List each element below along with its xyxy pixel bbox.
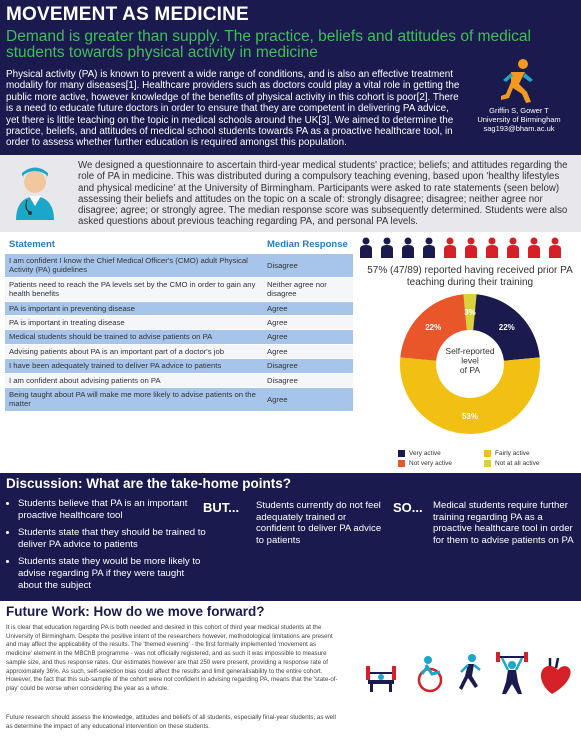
person-icon (360, 238, 372, 259)
table-cell-statement: I am confident about advising patients on PA (9, 375, 161, 385)
author-block (463, 106, 575, 133)
person-icon (381, 238, 393, 259)
so-connector: SO... (393, 500, 423, 515)
donut-slice-label: 22% (425, 323, 442, 333)
legend-item (484, 460, 564, 467)
weightlifter-icon (496, 652, 528, 694)
poster-subtitle: Demand is greater than supply. The practice, beliefs and attitudes of medical students towards physical activity in medicine (6, 28, 531, 61)
legend-swatch (398, 450, 405, 457)
table-row (5, 330, 353, 344)
person-icon (528, 238, 540, 259)
methods-paragraph: We designed a questionnaire to ascertain third-year medical students' practice; beliefs; and attitudes regarding the role of PA in medicine. This was distributed during a compulsory teaching evening, based upon 'healthy lifestyles and physical medicine' at the University of Birmingham. Participants were asked to rate statements (seen below) assessing their beliefs and attitudes on the topic on a scale of: strongly disagree; disagree; neither agree nor disagree; agree; or strongly agree. The median response score was subsequently determined. Students were also asked questions about previous teaching regarding PA, and personal PA levels. (78, 160, 568, 228)
person-icon (549, 238, 561, 259)
table-cell-response: Disagree (267, 361, 298, 371)
legend-label: Very active (409, 450, 441, 457)
discussion-conclusion: Medical students require further training regarding PA as a proactive healthcare tool in order for them to advise patients on PA (433, 500, 574, 546)
table-row (5, 345, 353, 359)
table-row (5, 388, 353, 412)
table-row (5, 359, 353, 373)
table-cell-statement: Medical students should be trained to advise patients on PA (9, 332, 213, 342)
author-email[interactable]: sag193@bham.ac.uk (483, 124, 555, 133)
table-row (5, 254, 353, 278)
legend-swatch (398, 460, 405, 467)
chart-legend (398, 450, 578, 470)
table-cell-response: Agree (267, 346, 288, 356)
table-cell-response: Agree (267, 318, 288, 328)
future-work-paragraph-1: It is clear that education regarding PA is both needed and desired in this cohort of third year medical students at the University of Birmingham. Despite the positive intent of the researchers however, methodological limitations are present and may affect the applicability of the results. The 'themed evening' - the first formally implemented 'movement as medicine' element in the MBChB programme - was not officially registered, and as such it was impossible to measure sample size, and thus response rates. Our estimates however are that 250 were present, providing a response rate of approximately 36%. As such, self-selection bias could affect the results and limit generalisability to the entire cohort. However, the fact that this sub-sample of the cohort were not confident in advising regarding PA, means that the 'state-of-play' could be worse when considering the year as a whole. (6, 624, 338, 692)
heart-icon (541, 658, 571, 694)
list-item: • Students believe that PA is an important proactive healthcare tool (18, 498, 208, 521)
runner-icon (459, 654, 480, 690)
table-row (5, 278, 353, 302)
sport-icons-row (362, 650, 574, 700)
author-affiliation: University of Birmingham (477, 115, 561, 124)
discussion-middle: Students currently do not feel adequately trained or confident to deliver PA advice to patients (256, 500, 382, 546)
table-cell-statement: PA is important in preventing disease (9, 303, 135, 313)
person-icon (444, 238, 456, 259)
table-cell-response: Agree (267, 303, 288, 313)
wheelchair-athlete-icon (419, 656, 441, 691)
list-item: • Students state that they should be trained to deliver PA advice to patients (18, 527, 208, 550)
results-table (5, 237, 353, 412)
table-row (5, 302, 353, 316)
legend-item (398, 460, 478, 467)
legend-item (484, 450, 564, 457)
author-names: Griffin S, Gower T (489, 106, 549, 115)
table-cell-response: Agree (267, 332, 288, 342)
table-header-row (5, 237, 353, 254)
person-icon (507, 238, 519, 259)
person-icon (486, 238, 498, 259)
intro-paragraph: Physical activity (PA) is known to prevent a wide range of conditions, and is also an effective treatment modality for many diseases[1]. Healthcare providers such as doctors could play a vital role in getting the public more active, however knowledge of the benefits of physical activity in this cohort is poor[2]. There is a need to educate future doctors in order to ensure that they are competent in delivering PA advice, yet there is little teaching on the topic in medical schools around the UK[3]. We aimed to determine the practice, beliefs, and attitudes of medical school students towards PA as a proactive healthcare tool, in order to assess whether further education is required amongst this population. (6, 69, 460, 149)
doctor-icon (10, 160, 60, 220)
future-work-paragraph-2: Future research should assess the knowledge, attitudes and beliefs of all students, especially final-year students, as well as determine the impact of any educational intervention on these students. (6, 714, 336, 730)
list-item: • Students state they would be more likely to advise regarding PA if they were taught about the subject (18, 556, 208, 591)
table-cell-response: Agree (267, 394, 288, 404)
legend-swatch (484, 460, 491, 467)
person-icon (465, 238, 477, 259)
table-cell-statement: Being taught about PA will make me more likely to advise patients on the matter (9, 390, 256, 409)
table-row (5, 374, 353, 388)
bench-press-icon (366, 666, 396, 692)
runner-icon (497, 58, 537, 104)
but-connector: BUT... (203, 500, 240, 515)
legend-item (398, 450, 478, 457)
table-header-statement: Statement (9, 239, 55, 250)
legend-label: Not at all active (495, 460, 540, 467)
table-cell-response: Disagree (267, 375, 298, 385)
table-cell-statement: Patients need to reach the PA levels set by the CMO in order to gain any health benefits (9, 279, 256, 299)
table-cell-statement: I have been adequately trained to deliver PA advice to patients (9, 361, 222, 371)
person-icon (402, 238, 414, 259)
table-cell-response: Disagree (267, 260, 298, 270)
table-cell-statement: PA is important in treating disease (9, 318, 125, 328)
legend-label: Not very active (409, 460, 452, 467)
discussion-points (6, 498, 208, 597)
people-icon-row (358, 236, 578, 260)
donut-slice-label: 3% (464, 308, 476, 317)
legend-label: Fairly active (495, 450, 530, 457)
discussion-title: Discussion: What are the take-home points? (6, 476, 292, 491)
prior-teaching-stat: 57% (47/89) reported having received prior PA teaching during their training (367, 265, 573, 288)
activity-donut-chart (380, 292, 560, 442)
person-icon (423, 238, 435, 259)
table-cell-statement: I am confident I know the Chief Medical Officer's (CMO) adult Physical Activity (PA) guidelines (9, 256, 248, 275)
poster-title: MOVEMENT AS MEDICINE (6, 4, 249, 25)
legend-swatch (484, 450, 491, 457)
table-cell-response: Neither agree nor disagree (267, 279, 327, 299)
table-cell-statement: Advising patients about PA is an important part of a doctor's job (9, 346, 224, 356)
table-header-median: Median Response (267, 239, 348, 250)
table-row (5, 316, 353, 330)
donut-slice-label: 22% (498, 323, 515, 333)
donut-center-label: Self-reported level of PA (445, 346, 495, 375)
future-work-title: Future Work: How do we move forward? (6, 604, 265, 619)
donut-slice-label: 53% (461, 412, 479, 421)
